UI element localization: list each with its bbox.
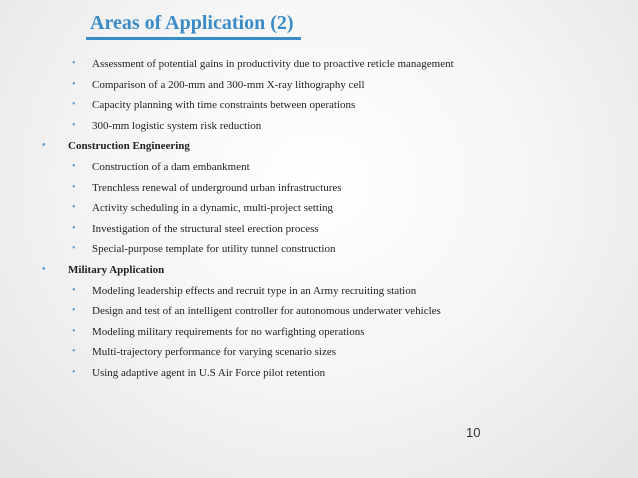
list-item [72,181,342,195]
bullet-icon: • [72,119,76,131]
list-item-text: Activity scheduling in a dynamic, multi-project setting [92,202,334,215]
list-item [72,78,365,92]
list-item [72,304,441,318]
bullet-icon: • [72,346,76,358]
list-item-text: Trenchless renewal of underground urban infrastructures [92,181,342,194]
list-item [72,222,319,236]
bullet-icon: • [72,99,76,111]
list-item [72,242,336,256]
bullet-icon: • [72,325,76,337]
list-item [72,345,337,359]
list-item [72,366,326,380]
section-heading [42,263,165,277]
list-item-text: Construction of a dam embankment [92,161,250,173]
bullet-icon: • [72,161,76,172]
list-item [72,325,365,339]
title-underline [86,37,301,40]
bullet-icon: • [42,264,46,275]
list-item-text: Comparison of a 200-mm and 300-mm X-ray lithography cell [92,78,365,91]
slide-title: Areas of Application (2) [90,12,294,34]
bullet-icon: • [72,367,76,378]
bullet-icon: • [72,58,76,69]
list-item-text: 300-mm logistic system risk reduction [92,119,262,132]
list-item [72,201,334,215]
bullet-icon: • [72,284,76,296]
bullet-icon: • [72,181,76,193]
list-item [72,119,262,133]
list-item [72,160,250,174]
list-item-text: Modeling leadership effects and recruit type in an Army recruiting station [92,284,417,297]
list-item-text: Capacity planning with time constraints between operations [92,99,356,112]
bullet-icon: • [72,202,76,214]
list-item-text: Assessment of potential gains in productivity due to proactive reticle management [92,58,454,70]
list-item-text: Special-purpose template for utility tunnel construction [92,243,336,256]
list-item-text: Modeling military requirements for no warfighting operations [92,325,365,338]
bullet-icon: • [72,305,76,317]
page-number: 10 [466,425,481,440]
list-item-text: Investigation of the structural steel erection process [92,222,319,235]
list-item-text: Design and test of an intelligent controller for autonomous underwater vehicles [92,305,441,318]
list-item-text: Using adaptive agent in U.S Air Force pilot retention [92,367,326,379]
bullet-icon: • [72,222,76,234]
list-item [72,284,417,298]
section-heading [42,139,190,153]
bullet-icon: • [42,140,46,152]
bullet-icon: • [72,243,76,255]
list-item-text: Construction Engineering [68,140,190,153]
list-item [72,98,356,112]
list-item [72,57,454,71]
bullet-icon: • [72,78,76,90]
list-item-text: Military Application [68,264,165,276]
list-item-text: Multi-trajectory performance for varying scenario sizes [92,346,337,359]
